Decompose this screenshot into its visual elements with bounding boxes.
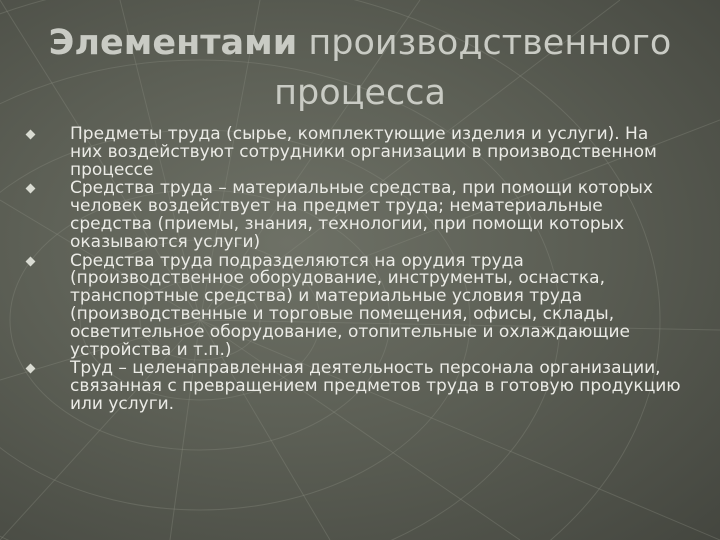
diamond-bullet-icon bbox=[26, 364, 36, 374]
bullet-item bbox=[22, 180, 682, 251]
diamond-bullet-icon bbox=[26, 130, 36, 140]
bullet-text: Средства труда подразделяются на орудия труда (производственное оборудование, инструменты, оснастка, транспортные средства) и материальные условия труда (производственные и торговые помещения, офисы, склады, осветительное оборудование, отопительные и охлаждающие устройства и т.п.) bbox=[70, 250, 630, 360]
bullet-text: Труд – целенаправленная деятельность персонала организации, связанная с превращением предметов труда в готовую продукцию или услуги. bbox=[70, 358, 681, 414]
slide-title bbox=[30, 18, 690, 118]
diamond-bullet-icon bbox=[26, 184, 36, 194]
diamond-bullet-icon bbox=[26, 256, 36, 266]
slide-title-rest: производственного процесса bbox=[274, 23, 672, 113]
bullet-item bbox=[22, 250, 682, 360]
bullet-text: Средства труда – материальные средства, при помощи которых человек воздействует на предмет труда; нематериальные средства (приемы, знания, технологии, при помощи которых оказываются услуги) bbox=[70, 178, 653, 252]
bullet-item bbox=[22, 126, 682, 179]
bullet-text: Предметы труда (сырье, комплектующие изделия и услуги). На них воздействуют сотрудники организации в производственном процессе bbox=[70, 124, 657, 180]
bullet-list bbox=[22, 126, 682, 415]
slide-title-bold: Элементами bbox=[48, 23, 298, 63]
bullet-item bbox=[22, 360, 682, 413]
